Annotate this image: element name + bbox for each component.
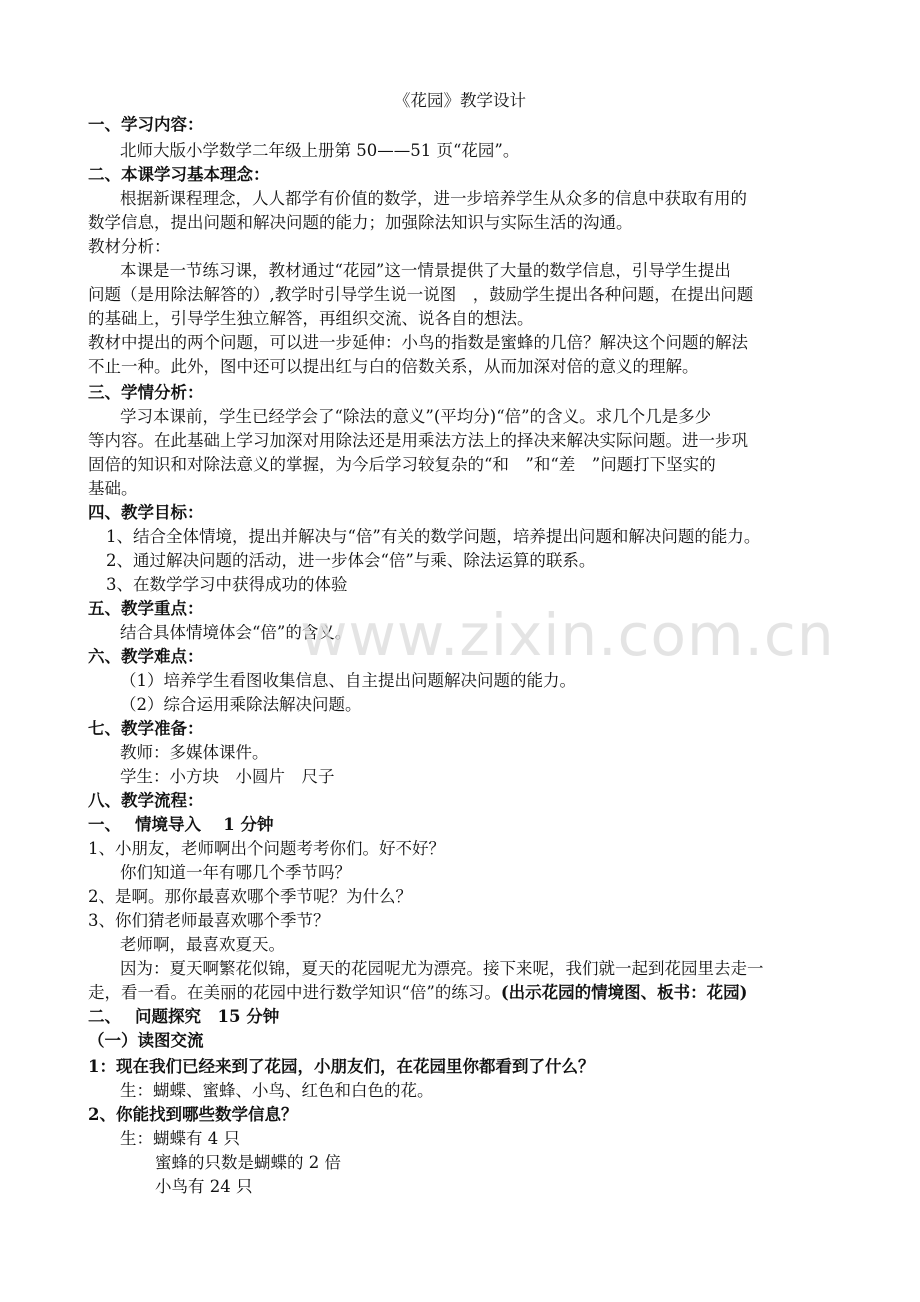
question-line: 2、你能找到哪些数学信息？	[88, 1105, 298, 1124]
section-heading: 三、学情分析：	[88, 383, 204, 402]
paragraph-line: 基础。	[88, 479, 138, 498]
list-item: 1、小朋友，老师啊出个问题考考你们。好不好？	[88, 839, 445, 858]
answer-line: 生：蝴蝶、蜜蜂、小鸟、红色和白色的花。	[120, 1081, 434, 1100]
doc-title: 《花园》教学设计	[394, 91, 526, 110]
list-item: （1）培养学生看图收集信息、自主提出问题解决问题的能力。	[120, 671, 576, 690]
paragraph-line: 走，看一看。在美丽的花园中进行数学知识“倍”的练习。(出示花园的情境图、板书：花园)	[88, 983, 748, 1002]
watermark-text: www.zixin.com.cn	[300, 601, 835, 669]
step-heading: 一、 情境导入 1 分钟	[88, 815, 274, 834]
paragraph-line: 固倍的知识和对除法意义的掌握，为今后学习较复杂的“和 ”和“差 ”问题打下坚实的	[88, 455, 716, 474]
list-item: 3、你们猜老师最喜欢哪个季节？	[88, 911, 330, 930]
step-heading: 二、 问题探究 15 分钟	[88, 1007, 280, 1026]
paragraph-line: 本课是一节练习课，教材通过“花园”这一情景提供了大量的数学信息，引导学生提出	[120, 261, 731, 280]
section-heading: 四、教学目标：	[88, 503, 204, 522]
paragraph-line: 数学信息，提出问题和解决问题的能力；加强除法知识与实际生活的沟通。	[88, 213, 633, 232]
paragraph-line: 学生：小方块 小圆片 尺子	[120, 767, 335, 786]
paragraph-line: 北师大版小学数学二年级上册第 50——51 页“花园”。	[120, 141, 520, 160]
list-item: 1、结合全体情境，提出并解决与“倍”有关的数学问题，培养提出问题和解决问题的能力。	[106, 527, 761, 546]
subheading: 教材分析：	[88, 237, 171, 256]
answer-line: 生：蝴蝶有 4 只	[120, 1129, 240, 1148]
section-heading: 六、教学难点：	[88, 647, 204, 666]
question-line: 1：现在我们已经来到了花园，小朋友们，在花园里你都看到了什么？	[88, 1057, 595, 1076]
paragraph-line: 教师：多媒体课件。	[120, 743, 269, 762]
list-item: （2）综合运用乘除法解决问题。	[120, 695, 362, 714]
paragraph-line: 的基础上，引导学生独立解答，再组织交流、说各自的想法。	[88, 309, 534, 328]
section-heading: 七、教学准备：	[88, 719, 204, 738]
paragraph-line: 教材中提出的两个问题，可以进一步延伸：小鸟的指数是蜜蜂的几倍？解决这个问题的解法	[88, 333, 748, 352]
paragraph-line: 问题（是用除法解答的）,教学时引导学生说一说图 ，鼓励学生提出各种问题，在提出问题	[88, 285, 754, 304]
paragraph-line: 根据新课程理念，人人都学有价值的数学，进一步培养学生从众多的信息中获取有用的	[120, 189, 747, 208]
subheading: （一）读图交流	[88, 1031, 204, 1050]
paragraph-line: 因为：夏天啊繁花似锦，夏天的花园呢尤为漂亮。接下来呢，我们就一起到花园里去走一	[120, 959, 764, 978]
paragraph-line: 学习本课前，学生已经学会了“除法的意义”(平均分)“倍”的含义。求几个几是多少	[120, 407, 712, 426]
list-item: 2、是啊。那你最喜欢哪个季节呢？为什么？	[88, 887, 412, 906]
paragraph-line: 老师啊，最喜欢夏天。	[120, 935, 285, 954]
paragraph-line: 你们知道一年有哪几个季节吗？	[120, 863, 351, 882]
paragraph-line: 等内容。在此基础上学习加深对用除法还是用乘法方法上的择决来解决实际问题。进一步巩	[88, 431, 748, 450]
section-heading: 八、教学流程：	[88, 791, 204, 810]
answer-line: 小鸟有 24 只	[155, 1177, 253, 1196]
section-heading: 一、学习内容：	[88, 115, 204, 134]
answer-line: 蜜蜂的只数是蝴蝶的 2 倍	[155, 1153, 341, 1172]
paragraph-line: 结合具体情境体会“倍”的含义。	[120, 623, 352, 642]
section-heading: 二、本课学习基本理念：	[88, 165, 270, 184]
board-note: (出示花园的情境图、板书：花园)	[500, 983, 748, 1002]
list-item: 2、通过解决问题的活动，进一步体会“倍”与乘、除法运算的联系。	[106, 551, 596, 570]
section-heading: 五、教学重点：	[88, 599, 204, 618]
list-item: 3、在数学学习中获得成功的体验	[106, 575, 348, 594]
paragraph-line: 不止一种。此外，图中还可以提出红与白的倍数关系，从而加深对倍的意义的理解。	[88, 357, 699, 376]
